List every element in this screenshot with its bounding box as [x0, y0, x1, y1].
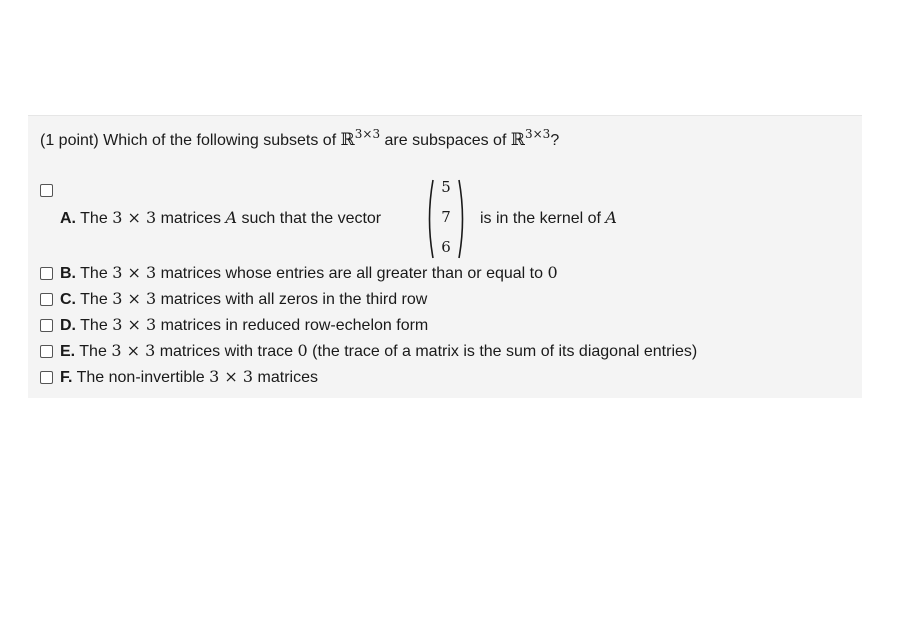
problem-panel: [28, 115, 862, 398]
question-text: [40, 127, 560, 151]
option-e-letter: E.: [60, 343, 76, 360]
option-f-pre: The non-invertible: [76, 369, 205, 386]
option-e-text: matrices with trace: [159, 343, 294, 360]
option-b-letter: B.: [60, 265, 76, 282]
vector-entry-1: 5: [441, 178, 451, 196]
option-c-text: matrices with all zeros in the third row: [160, 291, 428, 308]
option-a-label: [60, 208, 381, 229]
option-b-tail: 0: [547, 263, 558, 282]
option-d-dims: 3 × 3: [112, 315, 157, 334]
set-exponent: 3×3: [354, 127, 381, 141]
option-e-tail: 0: [297, 341, 308, 360]
option-b-pre: The: [80, 265, 108, 282]
question-middle: are subspaces of: [384, 132, 507, 149]
option-f-checkbox[interactable]: [40, 371, 53, 384]
option-d-letter: D.: [60, 317, 76, 334]
option-d-text: matrices in reduced row-echelon form: [160, 317, 429, 334]
option-d-pre: The: [80, 317, 108, 334]
real-set-symbol: ℝ: [340, 130, 355, 150]
option-a-dims: 3 × 3: [112, 208, 157, 227]
option-a-checkbox[interactable]: [40, 184, 53, 197]
option-a-text: such that the vector: [241, 210, 382, 227]
option-c-label: [60, 289, 427, 310]
option-b-checkbox[interactable]: [40, 267, 53, 280]
option-f-label: [60, 367, 318, 388]
vector-entry-2: 7: [441, 208, 451, 226]
option-f-dims: 3 × 3: [209, 367, 254, 386]
real-set-symbol-2: ℝ: [510, 130, 525, 150]
right-paren: [458, 178, 466, 260]
option-e-checkbox[interactable]: [40, 345, 53, 358]
kernel-vector: [426, 178, 466, 260]
option-d-label: [60, 315, 428, 336]
vector-entry-3: 6: [441, 238, 451, 256]
option-e-label: [60, 341, 697, 362]
option-e-pre: The: [79, 343, 107, 360]
option-a-letter: A.: [60, 210, 76, 227]
question-suffix: ?: [550, 132, 560, 149]
option-b-label: [60, 263, 558, 284]
option-a-post: is in the kernel of: [480, 210, 601, 227]
option-e-dims: 3 × 3: [111, 341, 156, 360]
option-a-var2: A: [605, 208, 617, 227]
option-b-dims: 3 × 3: [112, 263, 157, 282]
option-c-checkbox[interactable]: [40, 293, 53, 306]
option-a-var: A: [225, 208, 238, 227]
set-exponent-2: 3×3: [524, 127, 551, 141]
option-d-checkbox[interactable]: [40, 319, 53, 332]
option-a-suffix: [480, 208, 617, 229]
option-a-pre: The: [80, 210, 108, 227]
option-e-after: (the trace of a matrix is the sum of its diagonal entries): [312, 343, 698, 360]
option-c-letter: C.: [60, 291, 76, 308]
option-c-pre: The: [80, 291, 108, 308]
option-f-text: matrices: [257, 369, 318, 386]
question-prefix: (1 point) Which of the following subsets of: [40, 132, 337, 149]
option-c-dims: 3 × 3: [112, 289, 157, 308]
option-b-text: matrices whose entries are all greater than or equal to: [160, 265, 543, 282]
option-a-mid: matrices: [160, 210, 222, 227]
option-f-letter: F.: [60, 369, 73, 386]
